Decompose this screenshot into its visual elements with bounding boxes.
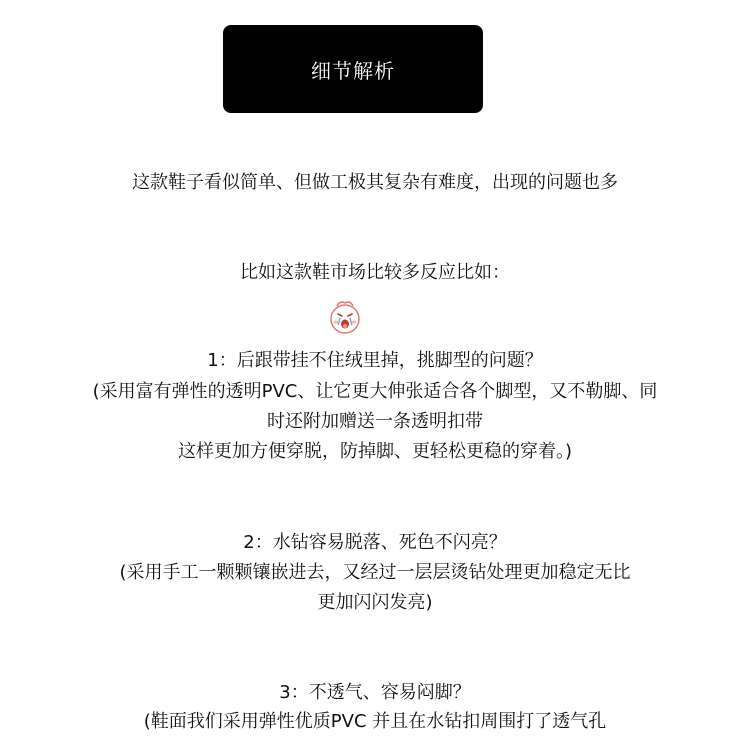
issue-2-question: 2：水钻容易脱落、死色不闪亮？ [243, 532, 507, 553]
crying-face-emoji-icon [327, 297, 363, 337]
issue-2-answer-line-2: 更加闪闪发亮) [317, 592, 433, 613]
title-banner [223, 25, 483, 113]
intro-text: 这款鞋子看似简单、但做工极其复杂有难度，出现的问题也多 [132, 172, 618, 193]
issue-1-answer-line-1: (采用富有弹性的透明PVC、让它更大伸张适合各个脚型，又不勒脚、同 [92, 381, 658, 402]
section-title: 细节解析 [311, 58, 395, 83]
issue-1-question: 1：后跟带挂不住绒里掉，挑脚型的问题？ [207, 350, 543, 371]
issue-1-answer-line-3: 这样更加方便穿脱，防掉脚、更轻松更稳的穿着。) [177, 441, 573, 462]
issue-1-answer-line-2: 时还附加赠送一条透明扣带 [267, 411, 483, 432]
lead-text: 比如这款鞋市场比较多反应比如： [240, 262, 510, 283]
issue-3-answer-line-1: (鞋面我们采用弹性优质PVC 并且在水钻扣周围打了透气孔 [143, 711, 607, 732]
issue-2-answer-line-1: (采用手工一颗颗镶嵌进去，又经过一层层烫钻处理更加稳定无比 [119, 562, 631, 583]
issue-3-question: 3：不透气、容易闷脚？ [279, 682, 471, 703]
